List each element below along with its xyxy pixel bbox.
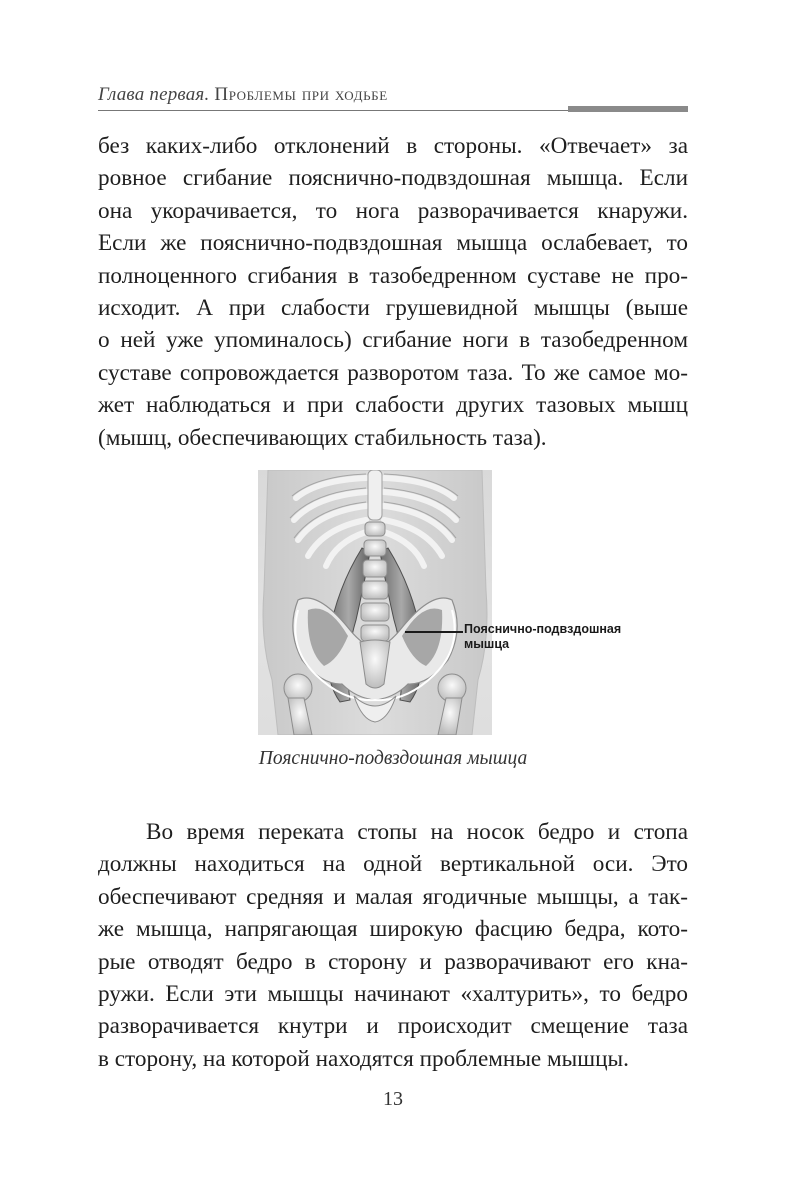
anatomy-illustration — [258, 470, 492, 735]
text-line: разворачивается кнутри и происходит смещение таза — [98, 1013, 688, 1040]
figure-label-line: мышца — [464, 637, 510, 651]
page-number: 13 — [383, 1088, 403, 1110]
text-line: жет наблюдаться и при слабости других тазовых мышц — [98, 392, 688, 419]
text-line: полноценного сгибания в тазобедренном суставе не про- — [98, 262, 688, 289]
text-line: обеспечивают средняя и малая ягодичные мышцы, а так- — [98, 883, 688, 910]
paragraph-2 — [98, 816, 688, 1075]
text-line: исходит. А при слабости грушевидной мышцы (выше — [98, 294, 688, 321]
figure-callout-line — [405, 631, 463, 633]
paragraph-1 — [98, 130, 688, 454]
text-line: ровное сгибание пояснично-подвздошная мышца. Если — [98, 165, 688, 192]
running-header — [98, 84, 688, 114]
text-line: (мышц, обеспечивающих стабильность таза). — [98, 424, 547, 451]
figure-caption: Пояснично-подвздошная мышца — [258, 748, 528, 769]
text-line: без каких-либо отклонений в стороны. «Отвечает» за — [98, 133, 688, 159]
figure-label-line: Пояснично-подвздошная — [464, 622, 622, 636]
text-line: Во время переката стопы на носок бедро и стопа — [146, 819, 688, 845]
text-line: же мышца, напрягающая широкую фасцию бедра, кото- — [98, 916, 688, 943]
text-line: Если же пояснично-подвздошная мышца ослабевает, то — [98, 230, 688, 257]
text-line: ружи. Если эти мышцы начинают «халтурить», то бедро — [98, 980, 688, 1007]
text-line: она укорачивается, то нога разворачивается кнаружи. — [98, 197, 688, 224]
text-line: должны находиться на одной вертикальной оси. Это — [98, 851, 688, 878]
header-title: Проблемы при ходьбе — [214, 84, 388, 105]
header-chapter: Глава первая. — [98, 84, 210, 105]
header-rule — [98, 110, 568, 111]
text-line: в сторону, на которой находятся проблемные мышцы. — [98, 1045, 629, 1072]
figure-label — [464, 622, 621, 652]
anatomy-illustration-svg — [258, 470, 492, 735]
text-line: суставе сопровождается разворотом таза. То же самое мо- — [98, 359, 688, 386]
header-rule-accent — [568, 106, 688, 112]
text-line: рые отводят бедро в сторону и разворачивают его кна- — [98, 948, 688, 975]
header-text — [98, 84, 388, 106]
text-line: о ней уже упоминалось) сгибание ноги в тазобедренном — [98, 327, 688, 354]
